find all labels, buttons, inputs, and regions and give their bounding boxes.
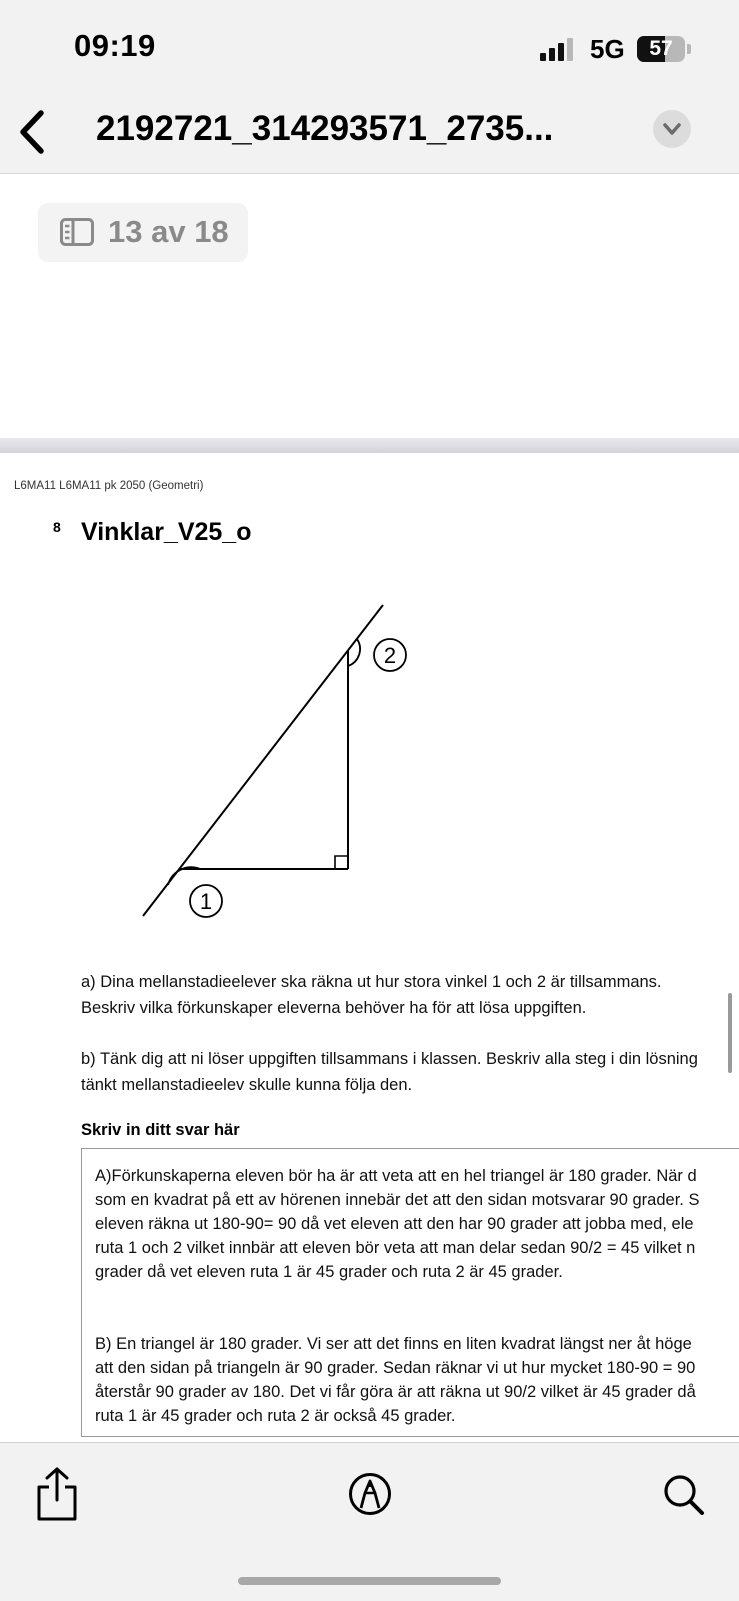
- share-button[interactable]: [34, 1467, 80, 1528]
- chevron-down-icon: [653, 110, 691, 148]
- answer-b-line-3: återstår 90 grader av 180. Det vi får göra är att räkna ut 90/2 vilket är 45 grader då: [95, 1383, 696, 1401]
- answer-a-line-1: A)Förkunskaperna eleven bör ha är att veta att en hel triangel är 180 grader. När d: [95, 1167, 697, 1185]
- task-a-line-2: Beskriv vilka förkunskaper eleverna behöver ha för att lösa uppgiften.: [81, 999, 587, 1017]
- status-bar: [0, 0, 739, 95]
- answer-a-line-3: eleven räkna ut 180-90= 90 då vet eleven att den har 90 grader att jobba med, ele: [95, 1215, 694, 1233]
- answer-a-line-2: som en kvadrat på ett av hörenen innebär det att den sidan motsvarar 90 grader. S: [95, 1191, 700, 1209]
- answer-label: Skriv in ditt svar här: [81, 1121, 240, 1139]
- search-button[interactable]: [662, 1473, 706, 1522]
- back-button[interactable]: [14, 107, 54, 157]
- answer-a-line-5: grader då vet eleven ruta 1 är 45 grader och ruta 2 är 45 grader.: [95, 1263, 563, 1281]
- answer-b-line-4: ruta 1 är 45 grader och ruta 2 är också 45 grader.: [95, 1407, 456, 1425]
- triangle-diagram: [130, 598, 420, 928]
- status-time: 09:19: [74, 28, 156, 63]
- page-indicator-text: 13 av 18: [108, 214, 229, 249]
- markup-button[interactable]: [348, 1472, 392, 1521]
- page-divider: [0, 438, 739, 453]
- battery-level: 57: [649, 37, 673, 60]
- title-menu-button[interactable]: [653, 110, 691, 148]
- document-title[interactable]: 2192721_314293571_2735...: [96, 109, 554, 148]
- sidebar-icon: [60, 218, 94, 246]
- task-b-line-1: b) Tänk dig att ni löser uppgiften tillsammans i klassen. Beskriv alla steg i din lösning: [81, 1050, 698, 1068]
- search-icon: [662, 1473, 706, 1517]
- task-b-line-2: tänkt mellanstadieelev skulle kunna följa den.: [81, 1076, 413, 1094]
- battery-icon: [637, 36, 685, 62]
- answer-b-line-2: att den sidan på triangeln är 90 grader. Sedan räknar vi ut hur mycket 180-90 = 90: [95, 1359, 696, 1377]
- angle-label-2: 2: [383, 643, 397, 668]
- home-indicator[interactable]: [238, 1577, 501, 1585]
- answer-b-line-1: B) En triangel är 180 grader. Vi ser att det finns en liten kvadrat längst ner åt höge: [95, 1335, 692, 1353]
- task-a-line-1: a) Dina mellanstadieelever ska räkna ut hur stora vinkel 1 och 2 är tillsammans.: [81, 973, 662, 991]
- network-type: 5G: [590, 34, 625, 64]
- right-angle-marker: [335, 856, 348, 869]
- signal-icon: [540, 37, 580, 61]
- scroll-indicator[interactable]: [728, 993, 732, 1073]
- course-header: L6MA11 L6MA11 pk 2050 (Geometri): [14, 480, 204, 492]
- answer-a-line-4: ruta 1 och 2 vilket innbär att eleven bör veta att man delar sedan 90/2 = 45 vilket n: [95, 1239, 696, 1257]
- angle-label-1: 1: [199, 889, 213, 914]
- markup-icon: [348, 1472, 392, 1516]
- question-title: Vinklar_V25_o: [81, 518, 252, 546]
- page-indicator[interactable]: [38, 203, 248, 262]
- share-icon: [34, 1467, 80, 1523]
- answer-textbox[interactable]: [81, 1148, 739, 1437]
- question-number: 8: [53, 519, 61, 535]
- navigation-bar: [0, 95, 739, 174]
- chevron-left-icon: [14, 107, 54, 157]
